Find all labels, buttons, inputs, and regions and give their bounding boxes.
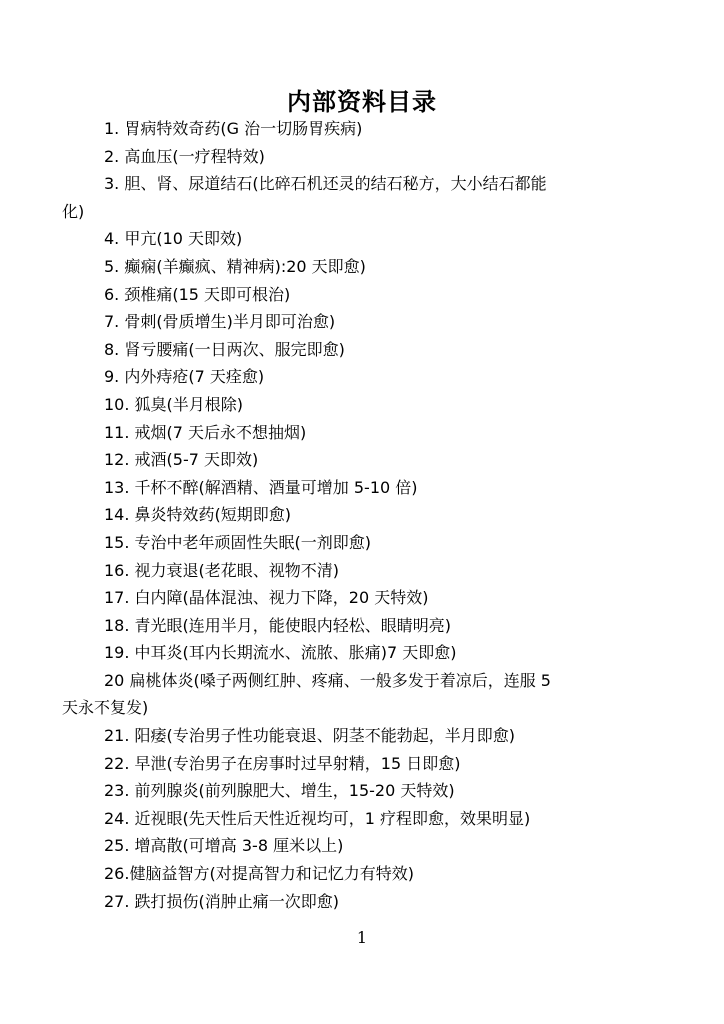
list-item: 13. 千杯不醉(解酒精、酒量可增加 5-10 倍) (104, 477, 418, 497)
list-item: 19. 中耳炎(耳内长期流水、流脓、胀痛)7 天即愈) (104, 643, 457, 663)
page-title: 内部资料目录 (287, 87, 437, 116)
list-item: 22. 早泄(专治男子在房事时过早射精，15 日即愈) (104, 753, 461, 773)
list-item: 5. 癫痫(羊癫疯、精神病):20 天即愈) (104, 256, 366, 276)
list-item: 9. 内外痔疮(7 天痊愈) (104, 367, 265, 387)
list-item: 12. 戒酒(5-7 天即效) (104, 450, 259, 470)
list-item: 26.健脑益智方(对提高智力和记忆力有特效) (104, 864, 414, 884)
list-item: 20 扁桃体炎(嗓子两侧红肿、疼痛、一般多发于着凉后，连服 5 (104, 670, 551, 690)
list-item-continuation: 天永不复发) (62, 698, 149, 718)
list-item: 14. 鼻炎特效药(短期即愈) (104, 505, 292, 525)
list-item: 16. 视力衰退(老花眼、视物不清) (104, 560, 340, 580)
page-number: 1 (356, 928, 368, 947)
list-item: 15. 专治中老年顽固性失眠(一剂即愈) (104, 532, 372, 552)
list-item: 4. 甲亢(10 天即效) (104, 229, 243, 249)
list-item: 2. 高血压(一疗程特效) (104, 146, 265, 166)
list-item: 3. 胆、肾、尿道结石(比碎石机还灵的结石秘方，大小结石都能 (104, 174, 547, 194)
list-item: 23. 前列腺炎(前列腺肥大、增生，15-20 天特效) (104, 781, 455, 801)
list-item: 17. 白内障(晶体混浊、视力下降，20 天特效) (104, 588, 429, 608)
list-item: 8. 肾亏腰痛(一日两次、服完即愈) (104, 339, 345, 359)
list-item: 18. 青光眼(连用半月，能使眼内轻松、眼睛明亮) (104, 615, 452, 635)
toc-list (62, 115, 662, 915)
list-item: 6. 颈椎痛(15 天即可根治) (104, 284, 291, 304)
list-item: 7. 骨刺(骨质增生)半月即可治愈) (104, 312, 336, 332)
list-item: 27. 跌打损伤(消肿止痛一次即愈) (104, 891, 340, 911)
list-item-continuation: 化) (62, 201, 85, 221)
list-item: 25. 增高散(可增高 3-8 厘米以上) (104, 836, 344, 856)
list-item: 21. 阳痿(专治男子性功能衰退、阴茎不能勃起，半月即愈) (104, 726, 516, 746)
list-item: 10. 狐臭(半月根除) (104, 394, 244, 414)
list-item: 11. 戒烟(7 天后永不想抽烟) (104, 422, 307, 442)
list-item: 24. 近视眼(先天性后天性近视均可，1 疗程即愈，效果明显) (104, 808, 531, 828)
list-item: 1. 胃病特效奇药(G 治一切肠胃疾病) (104, 119, 363, 138)
